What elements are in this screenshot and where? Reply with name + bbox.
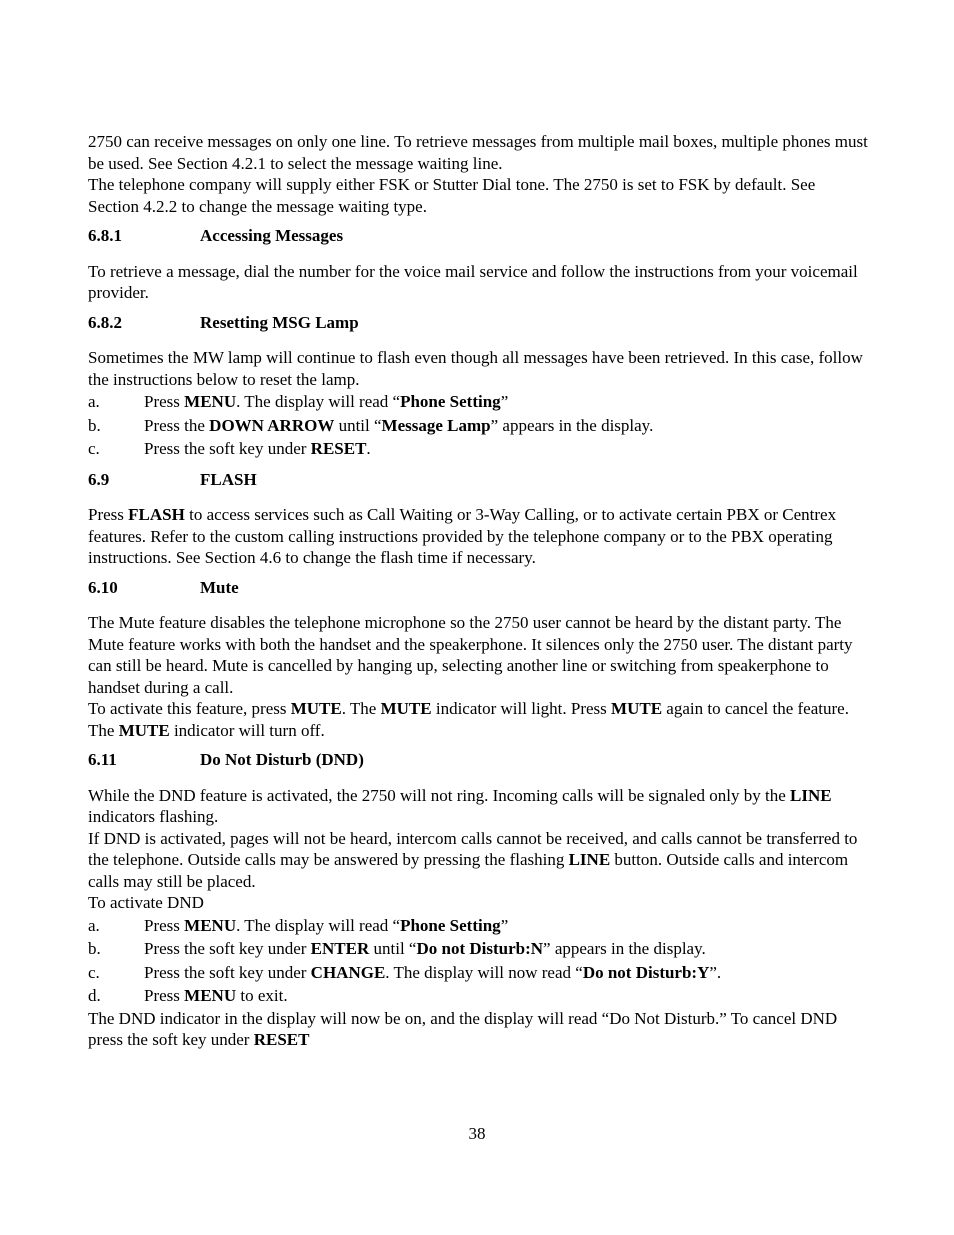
- step-display-text: Message Lamp: [381, 415, 491, 435]
- step-text: ”: [500, 392, 509, 411]
- dnd-paragraph-1: [88, 785, 870, 828]
- section-number: 6.10: [88, 577, 118, 597]
- heading-6-10: [88, 577, 870, 599]
- step-text: to exit.: [236, 986, 288, 1005]
- page-number: 38: [468, 1124, 486, 1143]
- key-name: MUTE: [290, 699, 342, 718]
- step-label: a.: [88, 915, 100, 935]
- step-item: [88, 390, 870, 414]
- key-name: MUTE: [118, 720, 170, 740]
- step-text: Press the soft key under: [144, 962, 311, 982]
- step-key: RESET: [310, 439, 367, 458]
- step-display-text: Do not Disturb:Y: [582, 962, 710, 982]
- step-text: ”: [500, 915, 509, 935]
- intro-paragraph-1: 2750 can receive messages on only one line. To retrieve messages from multiple mail boxes, multiple phones must be used. See Section 4.2.1 to select the message waiting line.: [88, 132, 868, 173]
- section-title: Resetting MSG Lamp: [200, 312, 359, 332]
- dnd-paragraph-3: To activate DND: [88, 893, 204, 912]
- step-text: Press the soft key under: [144, 939, 311, 958]
- step-key: MENU: [184, 392, 237, 411]
- step-text: . The display will read “: [236, 915, 401, 935]
- step-key: MENU: [184, 986, 237, 1005]
- step-display-text: Phone Setting: [400, 915, 501, 935]
- paragraph-text: . The: [341, 699, 381, 718]
- step-text: . The display will now read “: [385, 962, 583, 982]
- mute-paragraph-1: The Mute feature disables the telephone microphone so the 2750 user cannot be heard by the distant party. The Mute feature works with both the handset and the speakerphone. It silences only the 2750 user. The distant party can still be heard. Mute is cancelled by hanging up, selecting another line or switching from speakerphone to handset during a call.: [88, 613, 853, 697]
- step-item: [88, 961, 870, 985]
- paragraph-text: The DND indicator in the display will now be on, and the display will read “Do Not Disturb.” To cancel DND press the soft key under: [88, 1008, 838, 1049]
- section-title: Mute: [200, 577, 239, 597]
- step-label: c.: [88, 962, 100, 982]
- step-label: d.: [88, 986, 101, 1005]
- step-text: ”.: [709, 962, 722, 982]
- paragraph-text: indicators flashing.: [88, 807, 219, 826]
- paragraph-text: To activate this feature, press: [88, 699, 291, 718]
- intro-paragraph-2: The telephone company will supply either FSK or Stutter Dial tone. The 2750 is set to FSK by default. See Section 4.2.2 to change the message waiting type.: [88, 175, 816, 216]
- step-key: MENU: [184, 915, 237, 935]
- section-number: 6.8.1: [88, 226, 122, 245]
- step-label: b.: [88, 939, 101, 958]
- step-label: b.: [88, 415, 101, 435]
- step-text: Press: [144, 986, 185, 1005]
- heading-6-8-2: [88, 312, 870, 334]
- step-text: .: [366, 439, 371, 458]
- section-title: FLASH: [200, 469, 257, 489]
- step-label: c.: [88, 439, 100, 458]
- accessing-messages-paragraph: To retrieve a message, dial the number for the voice mail service and follow the instructions from your voicemail provider.: [88, 261, 858, 302]
- mute-paragraph-2: [88, 698, 870, 741]
- heading-6-9: [88, 469, 870, 491]
- step-item: [88, 914, 870, 938]
- step-item: [88, 937, 870, 961]
- section-title: Accessing Messages: [200, 226, 344, 245]
- step-text: . The display will read “: [236, 392, 401, 411]
- step-text: Press: [144, 915, 185, 935]
- paragraph-text: button. Outside calls and intercom calls may still be placed.: [88, 850, 849, 891]
- paragraph-text: again to cancel the feature. The: [88, 699, 849, 740]
- paragraph-text: to access services such as Call Waiting or 3-Way Calling, or to activate certain PBX or Centrex features. Refer to the custom calling instructions provided by the telephone company or to the PBX operating instructions. See Section 4.6 to change the flash time if necessary.: [88, 505, 837, 567]
- step-display-text: Do not Disturb:N: [416, 939, 544, 958]
- paragraph-text: If DND is activated, pages will not be heard, intercom calls cannot be received, and calls cannot be transferred to the telephone. Outside calls may be answered by pressing the flashing: [88, 828, 858, 869]
- step-key: DOWN ARROW: [209, 415, 335, 435]
- step-item: [88, 437, 870, 461]
- step-item: [88, 414, 870, 438]
- reset-lamp-paragraph: Sometimes the MW lamp will continue to flash even though all messages have been retrieved. In this case, follow the instructions below to reset the lamp.: [88, 348, 863, 389]
- step-item: [88, 984, 870, 1008]
- paragraph-text: Press: [88, 505, 129, 524]
- heading-6-11: [88, 749, 870, 771]
- paragraph-text: indicator will turn off.: [169, 720, 325, 740]
- section-title: Do Not Disturb (DND): [200, 750, 364, 769]
- key-name: MUTE: [611, 699, 663, 718]
- step-text: Press the soft key under: [144, 439, 311, 458]
- dnd-paragraph-4: [88, 1008, 870, 1051]
- key-name: LINE: [568, 850, 611, 869]
- paragraph-text: While the DND feature is activated, the 2750 will not ring. Incoming calls will be signaled only by the: [88, 785, 791, 805]
- step-text: Press the: [144, 415, 210, 435]
- step-key: CHANGE: [310, 962, 386, 982]
- paragraph-text: indicator will light. Press: [431, 699, 612, 718]
- step-text: until “: [334, 415, 382, 435]
- step-display-text: Phone Setting: [400, 392, 501, 411]
- section-number: 6.9: [88, 469, 110, 489]
- flash-paragraph: [88, 504, 870, 569]
- step-text: until “: [369, 939, 417, 958]
- heading-6-8-1: [88, 225, 870, 247]
- step-text: ” appears in the display.: [543, 939, 706, 958]
- step-text: ” appears in the display.: [490, 415, 654, 435]
- section-number: 6.11: [88, 750, 117, 769]
- step-key: ENTER: [310, 939, 370, 958]
- section-number: 6.8.2: [88, 312, 122, 332]
- key-name: LINE: [790, 785, 832, 805]
- step-label: a.: [88, 392, 100, 411]
- step-text: Press: [144, 392, 185, 411]
- key-name: RESET: [253, 1030, 310, 1049]
- key-name: MUTE: [380, 699, 432, 718]
- key-name: FLASH: [128, 505, 185, 524]
- document-page: [88, 131, 870, 1051]
- dnd-paragraph-2: [88, 828, 870, 893]
